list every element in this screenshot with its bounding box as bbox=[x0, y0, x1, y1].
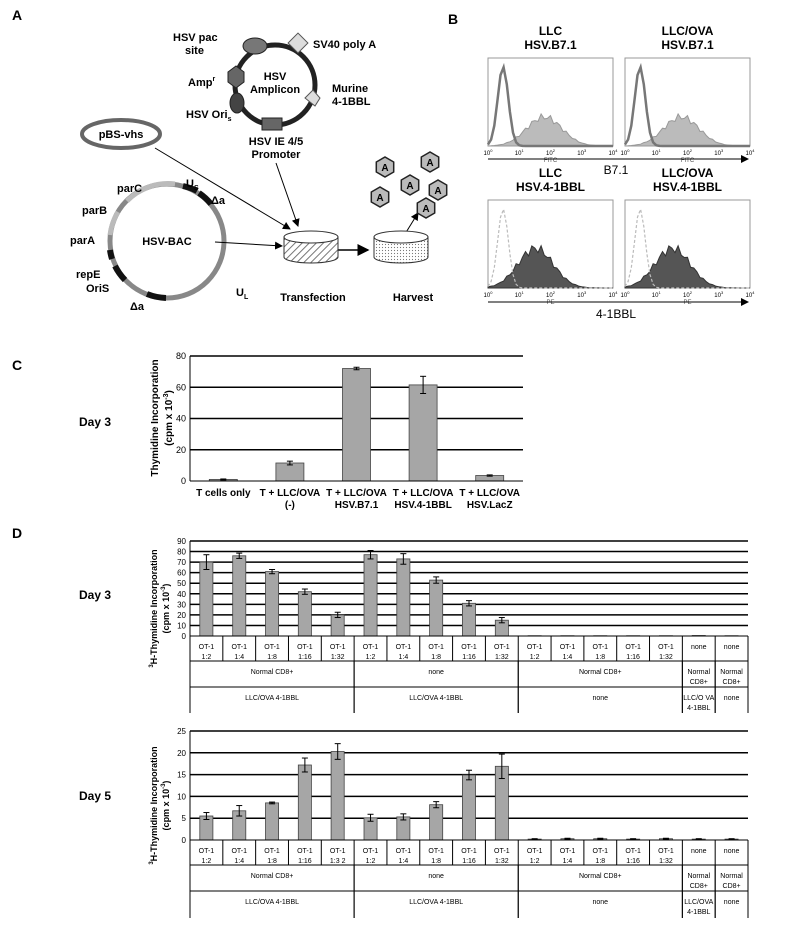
y-axis-label: Thymidine Incorporation bbox=[150, 359, 161, 477]
histogram-tick-label: $10^2$ bbox=[683, 290, 692, 299]
histogram-title: LLC/OVA bbox=[661, 166, 714, 180]
panel-b-flow bbox=[484, 24, 756, 321]
group-label: none bbox=[592, 899, 609, 906]
bar bbox=[430, 805, 443, 840]
y-axis-label bbox=[161, 584, 171, 634]
group-label: Normal bbox=[687, 669, 711, 676]
histogram-tick-label: $10^0$ bbox=[483, 148, 493, 157]
x-tick-label: none bbox=[723, 644, 740, 651]
y-tick-label: 40 bbox=[175, 413, 186, 424]
histogram-tick-exponent: 4 bbox=[615, 148, 618, 153]
x-tick-label: 1:8 bbox=[431, 858, 442, 865]
histogram-tick-exponent: 1 bbox=[521, 290, 524, 295]
histogram-tick-label: $10^0$ bbox=[483, 290, 493, 299]
x-tick-label: 1:4 bbox=[398, 654, 409, 661]
histogram-tick-exponent: 4 bbox=[752, 290, 755, 295]
x-tick-label: 1:2 bbox=[529, 654, 540, 661]
y-tick-label: 15 bbox=[177, 770, 186, 780]
x-tick-label: 1:2 bbox=[201, 654, 212, 661]
virion-label: A bbox=[406, 181, 414, 192]
y-tick-label: 80 bbox=[177, 547, 186, 557]
histogram-title: LLC/OVA bbox=[661, 24, 714, 38]
y-tick-label: 60 bbox=[175, 382, 186, 393]
x-tick-label: 1:16 bbox=[626, 858, 640, 865]
y-tick-label: 20 bbox=[177, 748, 186, 758]
hsv-pac-site-element bbox=[243, 38, 267, 54]
row-label: Day 3 bbox=[79, 588, 112, 602]
bar bbox=[397, 559, 410, 636]
x-tick-label: OT-1 bbox=[264, 644, 280, 651]
bar bbox=[331, 752, 344, 841]
histogram-tick-label: $10^0$ bbox=[620, 148, 630, 157]
x-tick-label: OT-1 bbox=[526, 644, 543, 651]
group-label: Normal CD8+ bbox=[250, 669, 294, 676]
arrow-amplicon-to-dish bbox=[276, 163, 298, 226]
x-tick-label: (-) bbox=[284, 500, 295, 511]
x-tick-label: T + LLC/OVA bbox=[326, 488, 387, 499]
x-tick-label: 1:16 bbox=[462, 654, 476, 661]
murine-label: Murine bbox=[332, 83, 369, 95]
x-tick-label: HSV.LacZ bbox=[466, 500, 513, 511]
chart-panel-d-2 bbox=[79, 727, 748, 918]
x-tick-label: 1:8 bbox=[267, 858, 277, 865]
promoter-element bbox=[262, 118, 282, 130]
promoter-label: HSV IE 4/5 bbox=[248, 136, 304, 148]
x-tick-label: OT-1 bbox=[362, 644, 379, 651]
x-tick-label: OT-1 bbox=[526, 848, 543, 855]
x-tick-label: OT-1 bbox=[329, 644, 346, 651]
murine-label: 4-1BBL bbox=[332, 96, 371, 108]
x-tick-label: OT-1 bbox=[592, 644, 609, 651]
ampr-label: Amp$^r$ bbox=[188, 76, 216, 89]
y-axis-label bbox=[163, 390, 175, 446]
y-axis-label-text: (cpm x 10 bbox=[164, 399, 175, 446]
bar bbox=[298, 765, 311, 840]
bar bbox=[200, 562, 213, 636]
group-label: CD8+ bbox=[722, 679, 741, 686]
hsv-ori-label: HSV Ori$_s$ bbox=[186, 109, 232, 123]
x-tick-label: OT-1 bbox=[625, 644, 641, 651]
group-label: 4-1BBL bbox=[687, 909, 711, 916]
y-axis-label-text: (cpm x 10 bbox=[161, 591, 171, 634]
histogram-tick-exponent: 1 bbox=[521, 148, 524, 153]
x-tick-label: OT-1 bbox=[494, 848, 510, 855]
histogram-tick-label: $10^3$ bbox=[577, 148, 587, 157]
x-tick-label: T + LLC/OVA bbox=[459, 488, 521, 499]
group-label: LLC/O VA bbox=[683, 695, 715, 702]
x-tick-label: HSV.4-1BBL bbox=[394, 500, 452, 511]
sv40-label: SV40 poly A bbox=[313, 39, 377, 51]
x-tick-label: T cells only bbox=[196, 488, 251, 499]
x-tick-label: OT-1 bbox=[297, 848, 313, 855]
channel-label: FITC bbox=[680, 158, 695, 164]
group-label: Normal CD8+ bbox=[578, 669, 622, 676]
x-tick-label: OT-1 bbox=[428, 644, 444, 651]
histogram-tick-exponent: 0 bbox=[490, 290, 493, 295]
y-axis-label-superscript: -3 bbox=[161, 586, 167, 592]
y-tick-label: 70 bbox=[177, 558, 186, 568]
x-tick-label: none bbox=[690, 848, 707, 855]
x-tick-label: OT-1 bbox=[592, 848, 609, 855]
x-tick-label: 1:3 2 bbox=[329, 858, 346, 865]
x-tick-label: 1:32 bbox=[659, 858, 673, 865]
bar bbox=[298, 592, 311, 636]
ampr-element bbox=[228, 66, 244, 88]
y-axis-label-superscript: -3 bbox=[163, 393, 170, 400]
ampr-superscript: r bbox=[212, 76, 216, 83]
bar bbox=[462, 775, 475, 840]
delta-a-label: Δa bbox=[130, 301, 145, 313]
bar bbox=[409, 385, 437, 481]
group-label: LLC/OVA bbox=[684, 899, 714, 906]
bar bbox=[276, 463, 304, 481]
x-tick-label: OT-1 bbox=[658, 644, 674, 651]
histogram-tick-label: $10^2$ bbox=[546, 290, 555, 299]
bac-light-segment bbox=[110, 212, 118, 235]
x-tick-label: 1:32 bbox=[330, 654, 345, 661]
histogram-tick-label: $10^1$ bbox=[651, 148, 661, 157]
pbs-vhs-label: pBS-vhs bbox=[98, 129, 144, 141]
panel-a-schematic bbox=[70, 32, 447, 313]
x-tick-label: 1:32 bbox=[495, 654, 509, 661]
y-axis-label-text: ) bbox=[164, 390, 175, 394]
x-tick-label: OT-1 bbox=[198, 644, 215, 651]
group-label: CD8+ bbox=[722, 883, 741, 890]
histogram-tick-label: $10^3$ bbox=[714, 148, 724, 157]
bar bbox=[266, 572, 279, 636]
y-tick-label: 80 bbox=[175, 351, 186, 361]
x-tick-label: OT-1 bbox=[461, 848, 477, 855]
x-tick-label: 1:8 bbox=[267, 654, 277, 661]
delta-a-label: Δa bbox=[211, 195, 226, 207]
bac-repe-segment bbox=[110, 250, 112, 259]
x-tick-label: 1:4 bbox=[562, 858, 573, 865]
x-tick-label: OT-1 bbox=[559, 848, 576, 855]
histogram-tick-exponent: 3 bbox=[720, 290, 724, 295]
group-label: none bbox=[428, 873, 444, 880]
parb-label: parB bbox=[82, 205, 108, 217]
group-label: Normal bbox=[720, 669, 743, 676]
bar bbox=[430, 580, 443, 636]
y-axis-label-text: ) bbox=[161, 780, 171, 784]
histogram-tick-exponent: 3 bbox=[720, 148, 724, 153]
y-tick-label: 60 bbox=[177, 568, 186, 578]
y-tick-label: 20 bbox=[175, 444, 186, 455]
y-tick-label: 90 bbox=[177, 537, 186, 546]
histogram-tick-label: $10^0$ bbox=[620, 290, 630, 299]
histogram-tick-exponent: 4 bbox=[615, 290, 618, 295]
histogram-tick-label: $10^2$ bbox=[683, 148, 692, 157]
x-tick-label: 1:32 bbox=[659, 654, 673, 661]
y-tick-label: 50 bbox=[177, 579, 186, 589]
histogram-tick-exponent: 2 bbox=[552, 148, 555, 153]
histogram-title: HSV.4-1BBL bbox=[516, 180, 585, 194]
group-label: CD8+ bbox=[689, 679, 708, 686]
histogram-tick-label: $10^1$ bbox=[514, 148, 524, 157]
transfection-dish-rim bbox=[284, 231, 338, 243]
group-label: LLC/OVA 4-1BBL bbox=[409, 899, 464, 906]
parc-label: parC bbox=[117, 183, 143, 195]
y-tick-label: 0 bbox=[181, 632, 186, 641]
amplicon-center-label: Amplicon bbox=[249, 84, 301, 96]
panel-label-d: D bbox=[12, 525, 23, 541]
row-label: Day 5 bbox=[79, 789, 112, 803]
group-label: Normal CD8+ bbox=[578, 873, 622, 880]
x-tick-label: 1:4 bbox=[234, 654, 245, 661]
bar bbox=[331, 615, 344, 636]
hsv-bac-label: HSV-BAC bbox=[142, 236, 192, 248]
group-label: none bbox=[592, 695, 609, 702]
y-tick-label: 20 bbox=[177, 610, 186, 620]
y-axis-label bbox=[161, 781, 171, 831]
histogram-title: HSV.B7.1 bbox=[661, 38, 714, 52]
x-tick-label: 1:4 bbox=[398, 858, 409, 865]
x-tick-label: 1:4 bbox=[562, 654, 573, 661]
hsv-ori-subscript: s bbox=[227, 116, 232, 123]
group-label: none bbox=[723, 899, 740, 906]
histogram-title: HSV.4-1BBL bbox=[653, 180, 722, 194]
histogram-title: LLC bbox=[538, 24, 563, 38]
histogram-tick-label: $10^3$ bbox=[714, 290, 724, 299]
histogram-tick-exponent: 0 bbox=[627, 148, 630, 153]
x-tick-label: none bbox=[723, 848, 740, 855]
x-tick-label: 1:2 bbox=[365, 654, 376, 661]
x-tick-label: 1:32 bbox=[495, 858, 509, 865]
x-tick-label: 1:8 bbox=[431, 654, 442, 661]
x-tick-label: OT-1 bbox=[362, 848, 379, 855]
us-subscript: S bbox=[193, 185, 199, 192]
y-tick-label: 0 bbox=[180, 476, 186, 486]
murine-41bbl-element bbox=[305, 90, 320, 106]
y-tick-label: 10 bbox=[177, 621, 186, 631]
histogram-tick-label: $10^4$ bbox=[745, 148, 755, 157]
channel-label: PE bbox=[683, 300, 692, 306]
group-label: LLC/OVA 4-1BBL bbox=[409, 695, 464, 702]
y-tick-label: 30 bbox=[177, 600, 186, 610]
panel-label-a: A bbox=[12, 7, 23, 23]
harvest-label: Harvest bbox=[392, 292, 434, 304]
histogram-tick-exponent: 1 bbox=[658, 148, 661, 153]
histogram-tick-label: $10^3$ bbox=[577, 290, 587, 299]
virion-label: A bbox=[381, 163, 389, 174]
x-tick-label: 1:2 bbox=[201, 858, 212, 865]
x-tick-label: OT-1 bbox=[297, 644, 313, 651]
y-axis-label-superscript: 3 bbox=[149, 664, 155, 668]
virion-label: A bbox=[434, 186, 442, 197]
group-label: none bbox=[428, 669, 444, 676]
y-axis-label bbox=[149, 746, 159, 864]
hsv-ori-element bbox=[230, 93, 244, 113]
y-axis-label-superscript: -3 bbox=[161, 783, 167, 789]
x-tick-label: 1:16 bbox=[298, 654, 312, 661]
bar bbox=[364, 555, 377, 636]
x-tick-label: OT-1 bbox=[329, 848, 346, 855]
y-tick-label: 5 bbox=[181, 814, 186, 824]
chart-panel-d-1 bbox=[79, 537, 748, 713]
histogram-tick-exponent: 1 bbox=[658, 290, 661, 295]
x-tick-label: OT-1 bbox=[461, 644, 477, 651]
bac-ori-segment bbox=[115, 266, 125, 280]
group-label: Normal CD8+ bbox=[250, 873, 294, 880]
x-tick-label: none bbox=[690, 644, 707, 651]
histogram-tick-label: $10^4$ bbox=[608, 290, 618, 299]
promoter-label: Promoter bbox=[251, 149, 301, 161]
us-label: $U_S$ bbox=[186, 178, 199, 192]
row-label: Day 3 bbox=[79, 415, 112, 429]
group-label: 4-1BBL bbox=[687, 705, 711, 712]
y-axis-label-text: H-Thymidine Incorporation bbox=[149, 549, 159, 665]
y-axis-label-text: H-Thymidine Incorporation bbox=[149, 746, 159, 862]
bar bbox=[233, 556, 246, 636]
virion-label: A bbox=[376, 193, 384, 204]
41bbl-axis-label: 4-1BBL bbox=[595, 307, 637, 321]
histogram-title: HSV.B7.1 bbox=[524, 38, 577, 52]
x-tick-label: 1:16 bbox=[626, 654, 640, 661]
x-tick-label: OT-1 bbox=[658, 848, 674, 855]
group-label: CD8+ bbox=[689, 883, 708, 890]
histogram-title: LLC bbox=[538, 166, 563, 180]
channel-label: FITC bbox=[543, 158, 558, 164]
chart-panel-c-0 bbox=[79, 351, 523, 511]
histogram-tick-exponent: 2 bbox=[689, 148, 692, 153]
histogram-tick-exponent: 2 bbox=[689, 290, 692, 295]
virion-label: A bbox=[426, 158, 434, 169]
histogram-tick-exponent: 4 bbox=[752, 148, 755, 153]
bar bbox=[266, 803, 279, 840]
y-axis-label-text: (cpm x 10 bbox=[161, 788, 171, 831]
panel-label-b: B bbox=[448, 11, 459, 27]
x-tick-label: 1:4 bbox=[234, 858, 245, 865]
x-tick-label: 1:2 bbox=[365, 858, 376, 865]
group-label: Normal bbox=[720, 873, 743, 880]
bar bbox=[343, 369, 371, 482]
oris-label: OriS bbox=[86, 283, 110, 295]
x-tick-label: OT-1 bbox=[231, 848, 248, 855]
x-tick-label: OT-1 bbox=[395, 848, 412, 855]
histogram-tick-exponent: 3 bbox=[583, 290, 587, 295]
x-tick-label: OT-1 bbox=[428, 848, 444, 855]
histogram-tick-label: $10^4$ bbox=[608, 148, 618, 157]
y-axis-label bbox=[149, 549, 159, 667]
y-axis-label-text: ) bbox=[161, 583, 171, 587]
histogram-tick-exponent: 0 bbox=[490, 148, 493, 153]
histogram-tick-exponent: 0 bbox=[627, 290, 630, 295]
x-tick-label: OT-1 bbox=[264, 848, 280, 855]
x-tick-label: 1:16 bbox=[298, 858, 312, 865]
panel-label-c: C bbox=[12, 357, 23, 373]
x-tick-label: T + LLC/OVA bbox=[392, 488, 454, 499]
virion-label: A bbox=[422, 204, 430, 215]
histogram-tick-label: $10^2$ bbox=[546, 148, 555, 157]
histogram-tick-exponent: 3 bbox=[583, 148, 587, 153]
harvest-dish-rim bbox=[374, 231, 428, 243]
ul-label: $U_L$ bbox=[236, 287, 249, 301]
histogram-tick-label: $10^1$ bbox=[651, 290, 661, 299]
ul-subscript: L bbox=[243, 294, 249, 301]
x-tick-label: 1:16 bbox=[462, 858, 476, 865]
histogram-tick-exponent: 2 bbox=[552, 290, 555, 295]
y-tick-label: 10 bbox=[177, 792, 186, 802]
x-tick-label: OT-1 bbox=[395, 644, 412, 651]
hsv-pac-label: site bbox=[185, 45, 204, 57]
x-tick-label: 1:2 bbox=[529, 858, 540, 865]
transfection-label: Transfection bbox=[280, 292, 346, 304]
y-tick-label: 0 bbox=[181, 836, 186, 845]
repe-label: repE bbox=[76, 269, 101, 281]
x-tick-label: 1:8 bbox=[595, 654, 606, 661]
histogram-tick-label: $10^4$ bbox=[745, 290, 755, 299]
y-tick-label: 40 bbox=[177, 589, 186, 599]
y-tick-label: 25 bbox=[177, 727, 186, 736]
histogram-tick-label: $10^1$ bbox=[514, 290, 524, 299]
group-label: Normal bbox=[687, 873, 711, 880]
bar bbox=[462, 603, 475, 636]
bac-delta-a-segment bbox=[147, 294, 166, 298]
x-tick-label: OT-1 bbox=[231, 644, 248, 651]
y-axis-label-superscript: 3 bbox=[149, 861, 155, 865]
hsv-pac-label: HSV pac bbox=[173, 32, 218, 44]
x-tick-label: HSV.B7.1 bbox=[334, 500, 379, 511]
x-tick-label: OT-1 bbox=[198, 848, 215, 855]
group-label: LLC/OVA 4-1BBL bbox=[245, 695, 300, 702]
group-label: LLC/OVA 4-1BBL bbox=[245, 899, 300, 906]
bac-delta-a-segment bbox=[199, 193, 211, 204]
channel-label: PE bbox=[546, 300, 555, 306]
amplicon-center-label: HSV bbox=[263, 71, 287, 83]
b71-axis-label: B7.1 bbox=[603, 163, 629, 177]
x-tick-label: T + LLC/OVA bbox=[259, 488, 321, 499]
x-tick-label: OT-1 bbox=[559, 644, 576, 651]
x-tick-label: 1:8 bbox=[595, 858, 606, 865]
x-tick-label: OT-1 bbox=[625, 848, 641, 855]
group-label: none bbox=[723, 695, 740, 702]
para-label: parA bbox=[70, 235, 96, 247]
x-tick-label: OT-1 bbox=[494, 644, 510, 651]
